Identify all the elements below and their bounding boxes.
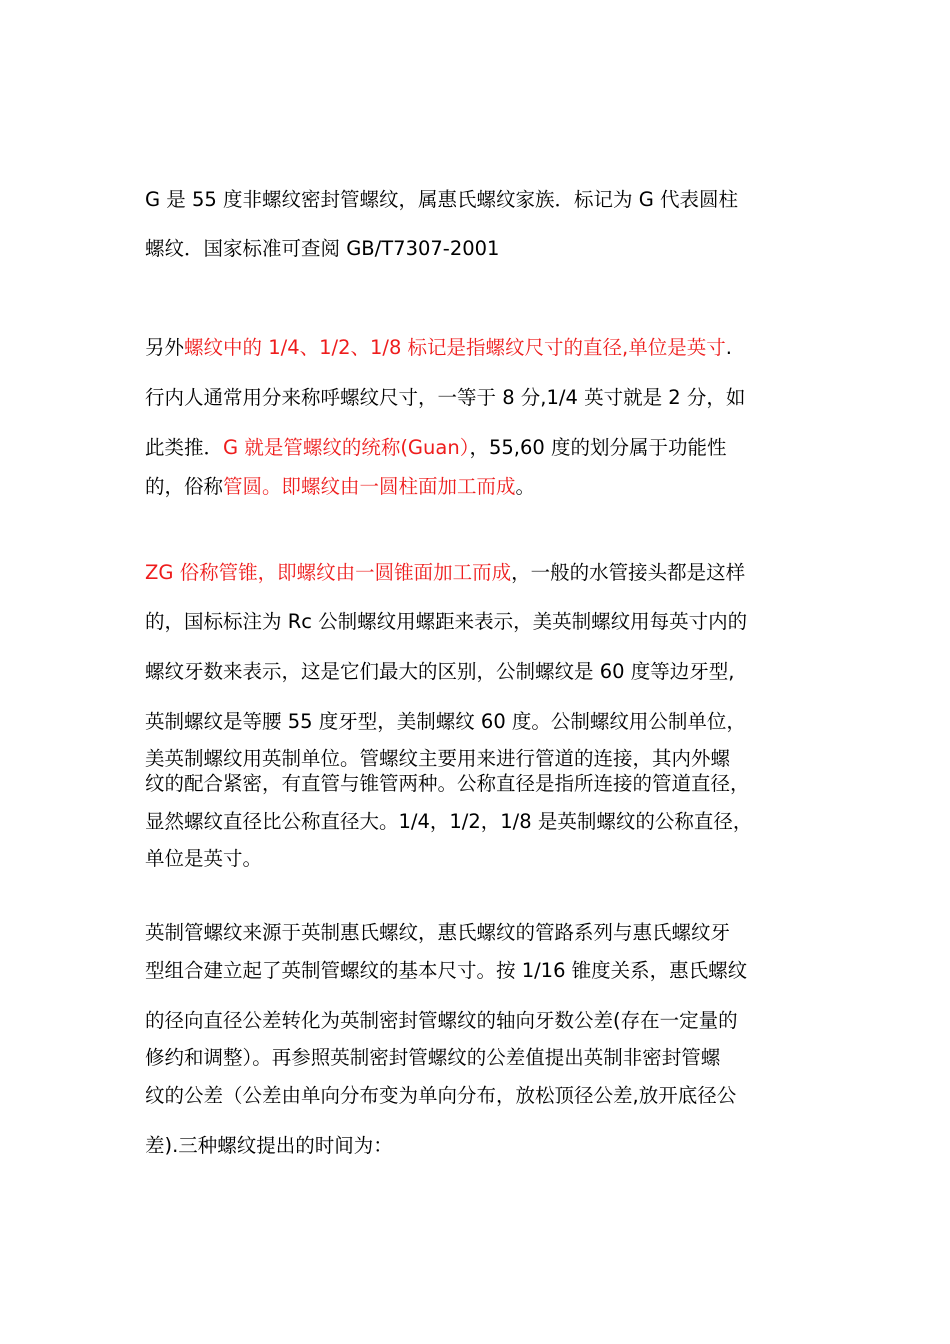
para3-line-8: 单位是英寸。: [145, 847, 263, 870]
para2-line-1: [145, 335, 825, 361]
para2-line-3: [145, 435, 825, 461]
para3-line-1: [145, 560, 825, 586]
para2-line-4-prefix: 的，俗称: [145, 475, 224, 498]
para4-line-4: 修约和调整）。再参照英制密封管螺纹的公差值提出英制非密封管螺: [145, 1046, 721, 1069]
para3-line-6: 纹的配合紧密，有直管与锥管两种。公称直径是指所连接的管道直径，: [145, 772, 750, 795]
para2-line-1-highlight: 螺纹中的 1/4、1/2、1/8 标记是指螺纹尺寸的直径,单位是英寸: [184, 336, 726, 359]
para3-line-4: 英制螺纹是等腰 55 度牙型，美制螺纹 60 度。公制螺纹用公制单位，: [145, 710, 746, 733]
para2-line-4: [145, 474, 825, 500]
para4-line-3: 的径向直径公差转化为英制密封管螺纹的轴向牙数公差(存在一定量的: [145, 1009, 738, 1032]
para1-line-1: G 是 55 度非螺纹密封管螺纹，属惠氏螺纹家族．标记为 G 代表圆柱: [145, 188, 739, 211]
para4-line-2: 型组合建立起了英制管螺纹的基本尺寸。按 1/16 锥度关系，惠氏螺纹: [145, 959, 748, 982]
para2-line-4-suffix: 。: [515, 475, 536, 498]
para2-line-3-highlight: G 就是管螺纹的统称(Guan）: [223, 436, 470, 459]
para2-line-3-suffix: ，55,60 度的划分属于功能性: [469, 436, 727, 459]
para3-line-5: 美英制螺纹用英制单位。管螺纹主要用来进行管道的连接，其内外螺: [145, 747, 731, 770]
para3-line-7: 显然螺纹直径比公称直径大。1/4，1/2，1/8 是英制螺纹的公称直径，: [145, 810, 753, 833]
para4-line-5: 纹的公差（公差由单向分布变为单向分布，放松顶径公差,放开底径公: [145, 1084, 737, 1107]
para3-line-1-suffix: ，一般的水管接头都是这样: [511, 561, 746, 584]
para2-line-3-prefix: 此类推．: [145, 436, 224, 459]
para4-line-1: 英制管螺纹来源于英制惠氏螺纹，惠氏螺纹的管路系列与惠氏螺纹牙: [145, 921, 731, 944]
para2-line-1-suffix: .: [725, 336, 732, 359]
para2-line-1-prefix: 另外: [145, 336, 185, 359]
para3-line-2: 的，国标标注为 Rc 公制螺纹用螺距来表示，美英制螺纹用每英寸内的: [145, 610, 748, 633]
para3-line-1-highlight: ZG 俗称管锥，即螺纹由一圆锥面加工而成: [145, 561, 512, 584]
para2-line-4-highlight: 管圆。即螺纹由一圆柱面加工而成: [223, 475, 516, 498]
para4-line-6: 差).三种螺纹提出的时间为：: [145, 1134, 393, 1157]
para3-line-3: 螺纹牙数来表示，这是它们最大的区别，公制螺纹是 60 度等边牙型,: [145, 660, 735, 683]
para1-line-2: 螺纹．国家标准可查阅 GB/T7307-2001: [145, 237, 500, 260]
para2-line-2: 行内人通常用分来称呼螺纹尺寸，一等于 8 分,1/4 英寸就是 2 分，如: [145, 386, 746, 409]
